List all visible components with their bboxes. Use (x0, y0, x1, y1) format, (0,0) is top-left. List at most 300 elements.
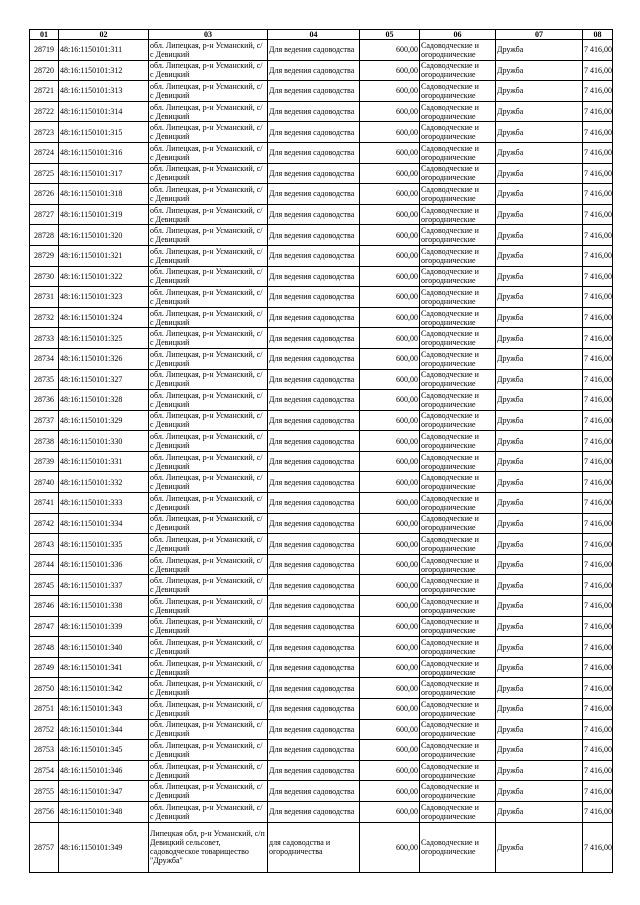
cadastral-value-cell: 7 416,00 (583, 719, 613, 740)
settlement-name-cell: Дружба (496, 554, 583, 575)
settlement-name-cell: Дружба (496, 122, 583, 143)
permitted-use-cell: Для ведения садоводства (268, 410, 360, 431)
table-row (30, 122, 613, 143)
address-cell: обл. Липецкая, р-н Усманский, с/с Девицкий (149, 245, 268, 266)
table-header (30, 30, 613, 40)
land-category-cell: Садоводческие и огороднические (420, 204, 496, 225)
permitted-use-cell: Для ведения садоводства (268, 801, 360, 822)
area-cell: 600,00 (360, 184, 420, 205)
settlement-name-cell: Дружба (496, 163, 583, 184)
address-cell: Липецкая обл, р-н Усманский, с/п Девицкий сельсовет, садоводческое товарищество "Дружба" (149, 822, 268, 872)
address-cell: обл. Липецкая, р-н Усманский, с/с Девицкий (149, 122, 268, 143)
permitted-use-cell: Для ведения садоводства (268, 81, 360, 102)
address-cell: обл. Липецкая, р-н Усманский, с/с Девицкий (149, 554, 268, 575)
row-number-cell: 28731 (30, 287, 59, 308)
cadastral-number-cell: 48:16:1150101:344 (59, 719, 149, 740)
table-row (30, 472, 613, 493)
address-cell: обл. Липецкая, р-н Усманский, с/с Девицкий (149, 142, 268, 163)
table-row (30, 760, 613, 781)
permitted-use-cell: Для ведения садоводства (268, 390, 360, 411)
address-cell: обл. Липецкая, р-н Усманский, с/с Девицкий (149, 534, 268, 555)
cadastral-value-cell: 7 416,00 (583, 101, 613, 122)
permitted-use-cell: Для ведения садоводства (268, 101, 360, 122)
land-category-cell: Садоводческие и огороднические (420, 142, 496, 163)
address-cell: обл. Липецкая, р-н Усманский, с/с Девицкий (149, 410, 268, 431)
permitted-use-cell: Для ведения садоводства (268, 40, 360, 61)
address-cell: обл. Липецкая, р-н Усманский, с/с Девицкий (149, 493, 268, 514)
row-number-cell: 28756 (30, 801, 59, 822)
land-category-cell: Садоводческие и огороднические (420, 266, 496, 287)
row-number-cell: 28752 (30, 719, 59, 740)
row-number-cell: 28738 (30, 431, 59, 452)
land-category-cell: Садоводческие и огороднические (420, 307, 496, 328)
land-category-cell: Садоводческие и огороднические (420, 390, 496, 411)
settlement-name-cell: Дружба (496, 699, 583, 720)
permitted-use-cell: Для ведения садоводства (268, 596, 360, 617)
address-cell: обл. Липецкая, р-н Усманский, с/с Девицкий (149, 287, 268, 308)
permitted-use-cell: Для ведения садоводства (268, 431, 360, 452)
row-number-cell: 28750 (30, 678, 59, 699)
area-cell: 600,00 (360, 451, 420, 472)
cadastral-value-cell: 7 416,00 (583, 163, 613, 184)
area-cell: 600,00 (360, 699, 420, 720)
permitted-use-cell: Для ведения садоводства (268, 184, 360, 205)
land-category-cell: Садоводческие и огороднические (420, 740, 496, 761)
table-row (30, 678, 613, 699)
row-number-cell: 28727 (30, 204, 59, 225)
area-cell: 600,00 (360, 740, 420, 761)
cadastral-value-cell: 7 416,00 (583, 637, 613, 658)
settlement-name-cell: Дружба (496, 287, 583, 308)
settlement-name-cell: Дружба (496, 451, 583, 472)
table-row (30, 369, 613, 390)
land-category-cell: Садоводческие и огороднические (420, 40, 496, 61)
settlement-name-cell: Дружба (496, 225, 583, 246)
area-cell: 600,00 (360, 348, 420, 369)
cadastral-value-cell: 7 416,00 (583, 245, 613, 266)
settlement-name-cell: Дружба (496, 760, 583, 781)
table-row (30, 513, 613, 534)
cadastral-number-cell: 48:16:1150101:331 (59, 451, 149, 472)
area-cell: 600,00 (360, 225, 420, 246)
table-row (30, 101, 613, 122)
land-category-cell: Садоводческие и огороднические (420, 287, 496, 308)
table-row (30, 554, 613, 575)
land-category-cell: Садоводческие и огороднические (420, 493, 496, 514)
table-row (30, 740, 613, 761)
area-cell: 600,00 (360, 822, 420, 872)
cadastral-value-cell: 7 416,00 (583, 225, 613, 246)
address-cell: обл. Липецкая, р-н Усманский, с/с Девицкий (149, 575, 268, 596)
permitted-use-cell: Для ведения садоводства (268, 348, 360, 369)
permitted-use-cell: Для ведения садоводства (268, 307, 360, 328)
area-cell: 600,00 (360, 163, 420, 184)
area-cell: 600,00 (360, 575, 420, 596)
settlement-name-cell: Дружба (496, 81, 583, 102)
cadastral-number-cell: 48:16:1150101:312 (59, 60, 149, 81)
row-number-cell: 28744 (30, 554, 59, 575)
cadastral-number-cell: 48:16:1150101:325 (59, 328, 149, 349)
settlement-name-cell: Дружба (496, 328, 583, 349)
settlement-name-cell: Дружба (496, 637, 583, 658)
cadastral-number-cell: 48:16:1150101:313 (59, 81, 149, 102)
row-number-cell: 28728 (30, 225, 59, 246)
land-category-cell: Садоводческие и огороднические (420, 245, 496, 266)
column-header: 02 (59, 30, 149, 40)
permitted-use-cell: Для ведения садоводства (268, 493, 360, 514)
row-number-cell: 28742 (30, 513, 59, 534)
area-cell: 600,00 (360, 493, 420, 514)
row-number-cell: 28732 (30, 307, 59, 328)
row-number-cell: 28746 (30, 596, 59, 617)
row-number-cell: 28736 (30, 390, 59, 411)
cadastral-value-cell: 7 416,00 (583, 410, 613, 431)
table-row (30, 637, 613, 658)
land-category-cell: Садоводческие и огороднические (420, 60, 496, 81)
settlement-name-cell: Дружба (496, 40, 583, 61)
table-row (30, 245, 613, 266)
row-number-cell: 28721 (30, 81, 59, 102)
cadastral-number-cell: 48:16:1150101:333 (59, 493, 149, 514)
cadastral-number-cell: 48:16:1150101:330 (59, 431, 149, 452)
address-cell: обл. Липецкая, р-н Усманский, с/с Девицкий (149, 719, 268, 740)
permitted-use-cell: Для ведения садоводства (268, 534, 360, 555)
area-cell: 600,00 (360, 513, 420, 534)
cadastral-number-cell: 48:16:1150101:318 (59, 184, 149, 205)
settlement-name-cell: Дружба (496, 740, 583, 761)
land-category-cell: Садоводческие и огороднические (420, 554, 496, 575)
land-category-cell: Садоводческие и огороднические (420, 225, 496, 246)
area-cell: 600,00 (360, 616, 420, 637)
permitted-use-cell: Для ведения садоводства (268, 328, 360, 349)
table-row (30, 596, 613, 617)
row-number-cell: 28737 (30, 410, 59, 431)
address-cell: обл. Липецкая, р-н Усманский, с/с Девицкий (149, 163, 268, 184)
cadastral-value-cell: 7 416,00 (583, 122, 613, 143)
column-header: 06 (420, 30, 496, 40)
settlement-name-cell: Дружба (496, 596, 583, 617)
cadastral-number-cell: 48:16:1150101:347 (59, 781, 149, 802)
cadastral-number-cell: 48:16:1150101:329 (59, 410, 149, 431)
area-cell: 600,00 (360, 142, 420, 163)
area-cell: 600,00 (360, 287, 420, 308)
cadastral-value-cell: 7 416,00 (583, 451, 613, 472)
table-row (30, 163, 613, 184)
cadastral-value-cell: 7 416,00 (583, 781, 613, 802)
settlement-name-cell: Дружба (496, 575, 583, 596)
row-number-cell: 28730 (30, 266, 59, 287)
row-number-cell: 28729 (30, 245, 59, 266)
area-cell: 600,00 (360, 390, 420, 411)
settlement-name-cell: Дружба (496, 369, 583, 390)
settlement-name-cell: Дружба (496, 142, 583, 163)
permitted-use-cell: Для ведения садоводства (268, 740, 360, 761)
address-cell: обл. Липецкая, р-н Усманский, с/с Девицкий (149, 699, 268, 720)
permitted-use-cell: Для ведения садоводства (268, 122, 360, 143)
area-cell: 600,00 (360, 657, 420, 678)
table-row (30, 801, 613, 822)
cadastral-number-cell: 48:16:1150101:342 (59, 678, 149, 699)
permitted-use-cell: Для ведения садоводства (268, 287, 360, 308)
land-category-cell: Садоводческие и огороднические (420, 163, 496, 184)
address-cell: обл. Липецкая, р-н Усманский, с/с Девицкий (149, 390, 268, 411)
cadastral-value-cell: 7 416,00 (583, 740, 613, 761)
row-number-cell: 28748 (30, 637, 59, 658)
row-number-cell: 28743 (30, 534, 59, 555)
row-number-cell: 28741 (30, 493, 59, 514)
land-category-cell: Садоводческие и огороднические (420, 348, 496, 369)
settlement-name-cell: Дружба (496, 245, 583, 266)
cadastral-value-cell: 7 416,00 (583, 328, 613, 349)
cadastral-number-cell: 48:16:1150101:315 (59, 122, 149, 143)
permitted-use-cell: Для ведения садоводства (268, 245, 360, 266)
settlement-name-cell: Дружба (496, 801, 583, 822)
land-category-cell: Садоводческие и огороднические (420, 101, 496, 122)
area-cell: 600,00 (360, 40, 420, 61)
cadastral-number-cell: 48:16:1150101:346 (59, 760, 149, 781)
table-row (30, 534, 613, 555)
settlement-name-cell: Дружба (496, 266, 583, 287)
row-number-cell: 28722 (30, 101, 59, 122)
land-category-cell: Садоводческие и огороднические (420, 657, 496, 678)
row-number-cell: 28734 (30, 348, 59, 369)
area-cell: 600,00 (360, 245, 420, 266)
land-plots-table (29, 29, 613, 873)
permitted-use-cell: Для ведения садоводства (268, 513, 360, 534)
land-category-cell: Садоводческие и огороднические (420, 472, 496, 493)
land-category-cell: Садоводческие и огороднические (420, 369, 496, 390)
land-category-cell: Садоводческие и огороднические (420, 431, 496, 452)
cadastral-value-cell: 7 416,00 (583, 81, 613, 102)
permitted-use-cell: Для ведения садоводства (268, 225, 360, 246)
cadastral-number-cell: 48:16:1150101:341 (59, 657, 149, 678)
area-cell: 600,00 (360, 637, 420, 658)
permitted-use-cell: Для ведения садоводства (268, 678, 360, 699)
settlement-name-cell: Дружба (496, 822, 583, 872)
row-number-cell: 28723 (30, 122, 59, 143)
address-cell: обл. Липецкая, р-н Усманский, с/с Девицкий (149, 40, 268, 61)
cadastral-number-cell: 48:16:1150101:349 (59, 822, 149, 872)
address-cell: обл. Липецкая, р-н Усманский, с/с Девицкий (149, 101, 268, 122)
cadastral-number-cell: 48:16:1150101:317 (59, 163, 149, 184)
row-number-cell: 28740 (30, 472, 59, 493)
address-cell: обл. Липецкая, р-н Усманский, с/с Девицкий (149, 616, 268, 637)
settlement-name-cell: Дружба (496, 616, 583, 637)
area-cell: 600,00 (360, 801, 420, 822)
address-cell: обл. Липецкая, р-н Усманский, с/с Девицкий (149, 451, 268, 472)
cadastral-number-cell: 48:16:1150101:314 (59, 101, 149, 122)
cadastral-value-cell: 7 416,00 (583, 184, 613, 205)
permitted-use-cell: Для ведения садоводства (268, 637, 360, 658)
area-cell: 600,00 (360, 596, 420, 617)
land-category-cell: Садоводческие и огороднические (420, 719, 496, 740)
column-header: 08 (583, 30, 613, 40)
row-number-cell: 28725 (30, 163, 59, 184)
settlement-name-cell: Дружба (496, 493, 583, 514)
settlement-name-cell: Дружба (496, 472, 583, 493)
address-cell: обл. Липецкая, р-н Усманский, с/с Девицкий (149, 431, 268, 452)
column-header: 07 (496, 30, 583, 40)
table-row (30, 431, 613, 452)
row-number-cell: 28719 (30, 40, 59, 61)
row-number-cell: 28755 (30, 781, 59, 802)
settlement-name-cell: Дружба (496, 410, 583, 431)
settlement-name-cell: Дружба (496, 534, 583, 555)
area-cell: 600,00 (360, 60, 420, 81)
table-row (30, 719, 613, 740)
table-row (30, 328, 613, 349)
area-cell: 600,00 (360, 81, 420, 102)
land-category-cell: Садоводческие и огороднические (420, 801, 496, 822)
settlement-name-cell: Дружба (496, 431, 583, 452)
cadastral-value-cell: 7 416,00 (583, 554, 613, 575)
table-row (30, 225, 613, 246)
cadastral-value-cell: 7 416,00 (583, 575, 613, 596)
land-category-cell: Садоводческие и огороднические (420, 678, 496, 699)
row-number-cell: 28724 (30, 142, 59, 163)
settlement-name-cell: Дружба (496, 678, 583, 699)
settlement-name-cell: Дружба (496, 60, 583, 81)
cadastral-value-cell: 7 416,00 (583, 287, 613, 308)
cadastral-number-cell: 48:16:1150101:320 (59, 225, 149, 246)
table-row (30, 451, 613, 472)
row-number-cell: 28754 (30, 760, 59, 781)
table-row (30, 307, 613, 328)
cadastral-value-cell: 7 416,00 (583, 534, 613, 555)
cadastral-number-cell: 48:16:1150101:343 (59, 699, 149, 720)
settlement-name-cell: Дружба (496, 719, 583, 740)
cadastral-number-cell: 48:16:1150101:340 (59, 637, 149, 658)
land-category-cell: Садоводческие и огороднические (420, 328, 496, 349)
cadastral-value-cell: 7 416,00 (583, 472, 613, 493)
cadastral-number-cell: 48:16:1150101:336 (59, 554, 149, 575)
cadastral-value-cell: 7 416,00 (583, 307, 613, 328)
address-cell: обл. Липецкая, р-н Усманский, с/с Девицкий (149, 472, 268, 493)
settlement-name-cell: Дружба (496, 204, 583, 225)
settlement-name-cell: Дружба (496, 307, 583, 328)
row-number-cell: 28726 (30, 184, 59, 205)
area-cell: 600,00 (360, 554, 420, 575)
permitted-use-cell: Для ведения садоводства (268, 163, 360, 184)
cadastral-number-cell: 48:16:1150101:332 (59, 472, 149, 493)
permitted-use-cell: Для ведения садоводства (268, 616, 360, 637)
cadastral-value-cell: 7 416,00 (583, 431, 613, 452)
settlement-name-cell: Дружба (496, 184, 583, 205)
row-number-cell: 28739 (30, 451, 59, 472)
address-cell: обл. Липецкая, р-н Усманский, с/с Девицкий (149, 328, 268, 349)
column-header: 04 (268, 30, 360, 40)
area-cell: 600,00 (360, 307, 420, 328)
area-cell: 600,00 (360, 760, 420, 781)
settlement-name-cell: Дружба (496, 348, 583, 369)
address-cell: обл. Липецкая, р-н Усманский, с/с Девицкий (149, 513, 268, 534)
row-number-cell: 28751 (30, 699, 59, 720)
area-cell: 600,00 (360, 410, 420, 431)
cadastral-value-cell: 7 416,00 (583, 266, 613, 287)
cadastral-value-cell: 7 416,00 (583, 493, 613, 514)
permitted-use-cell: Для ведения садоводства (268, 60, 360, 81)
land-category-cell: Садоводческие и огороднические (420, 81, 496, 102)
permitted-use-cell: Для ведения садоводства (268, 369, 360, 390)
land-category-cell: Садоводческие и огороднические (420, 781, 496, 802)
cadastral-value-cell: 7 416,00 (583, 348, 613, 369)
settlement-name-cell: Дружба (496, 513, 583, 534)
address-cell: обл. Липецкая, р-н Усманский, с/с Девицкий (149, 369, 268, 390)
permitted-use-cell: Для ведения садоводства (268, 472, 360, 493)
cadastral-value-cell: 7 416,00 (583, 657, 613, 678)
address-cell: обл. Липецкая, р-н Усманский, с/с Девицкий (149, 740, 268, 761)
permitted-use-cell: Для ведения садоводства (268, 699, 360, 720)
cadastral-number-cell: 48:16:1150101:316 (59, 142, 149, 163)
cadastral-value-cell: 7 416,00 (583, 40, 613, 61)
cadastral-number-cell: 48:16:1150101:321 (59, 245, 149, 266)
permitted-use-cell: Для ведения садоводства (268, 142, 360, 163)
address-cell: обл. Липецкая, р-н Усманский, с/с Девицкий (149, 678, 268, 699)
cadastral-number-cell: 48:16:1150101:319 (59, 204, 149, 225)
settlement-name-cell: Дружба (496, 657, 583, 678)
row-number-cell: 28733 (30, 328, 59, 349)
land-category-cell: Садоводческие и огороднические (420, 513, 496, 534)
cadastral-number-cell: 48:16:1150101:323 (59, 287, 149, 308)
area-cell: 600,00 (360, 122, 420, 143)
area-cell: 600,00 (360, 431, 420, 452)
land-category-cell: Садоводческие и огороднические (420, 596, 496, 617)
address-cell: обл. Липецкая, р-н Усманский, с/с Девицкий (149, 307, 268, 328)
area-cell: 600,00 (360, 204, 420, 225)
land-category-cell: Садоводческие и огороднические (420, 575, 496, 596)
settlement-name-cell: Дружба (496, 101, 583, 122)
address-cell: обл. Липецкая, р-н Усманский, с/с Девицкий (149, 596, 268, 617)
table-row (30, 81, 613, 102)
area-cell: 600,00 (360, 472, 420, 493)
cadastral-number-cell: 48:16:1150101:339 (59, 616, 149, 637)
cadastral-number-cell: 48:16:1150101:345 (59, 740, 149, 761)
column-header: 01 (30, 30, 59, 40)
land-category-cell: Садоводческие и огороднические (420, 760, 496, 781)
cadastral-value-cell: 7 416,00 (583, 616, 613, 637)
land-category-cell: Садоводческие и огороднические (420, 822, 496, 872)
address-cell: обл. Липецкая, р-н Усманский, с/с Девицкий (149, 225, 268, 246)
address-cell: обл. Липецкая, р-н Усманский, с/с Девицкий (149, 781, 268, 802)
row-number-cell: 28735 (30, 369, 59, 390)
cadastral-value-cell: 7 416,00 (583, 513, 613, 534)
table-row (30, 493, 613, 514)
header-row (30, 30, 613, 40)
address-cell: обл. Липецкая, р-н Усманский, с/с Девицкий (149, 184, 268, 205)
cadastral-value-cell: 7 416,00 (583, 699, 613, 720)
table-row (30, 699, 613, 720)
row-number-cell: 28753 (30, 740, 59, 761)
permitted-use-cell: Для ведения садоводства (268, 204, 360, 225)
cadastral-number-cell: 48:16:1150101:348 (59, 801, 149, 822)
area-cell: 600,00 (360, 369, 420, 390)
area-cell: 600,00 (360, 101, 420, 122)
cadastral-value-cell: 7 416,00 (583, 369, 613, 390)
area-cell: 600,00 (360, 266, 420, 287)
cadastral-value-cell: 7 416,00 (583, 142, 613, 163)
cadastral-number-cell: 48:16:1150101:334 (59, 513, 149, 534)
table-row (30, 60, 613, 81)
cadastral-value-cell: 7 416,00 (583, 678, 613, 699)
land-category-cell: Садоводческие и огороднические (420, 184, 496, 205)
row-number-cell: 28757 (30, 822, 59, 872)
table-row (30, 616, 613, 637)
cadastral-number-cell: 48:16:1150101:324 (59, 307, 149, 328)
cadastral-value-cell: 7 416,00 (583, 60, 613, 81)
table-row (30, 287, 613, 308)
table-row (30, 657, 613, 678)
permitted-use-cell: Для ведения садоводства (268, 575, 360, 596)
